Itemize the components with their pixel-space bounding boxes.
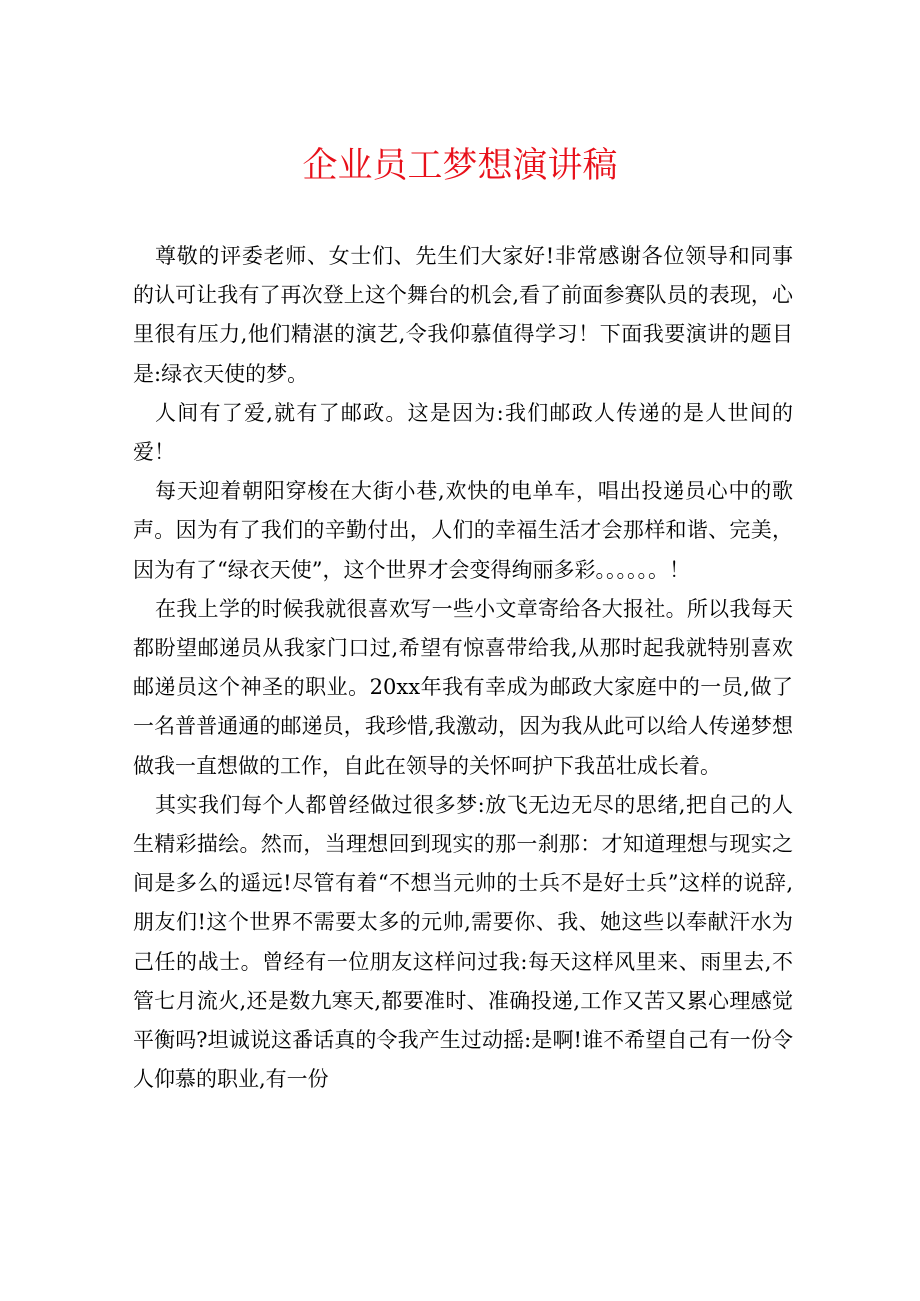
paragraph-1: 尊敬的评委老师、女士们、先生们大家好!非常感谢各位领导和同事的认可让我有了再次登上这个舞台的机会,看了前面参赛队员的表现，心里很有压力,他们精湛的演艺,令我仰慕值得学习！下面我要演讲的题目是:绿衣天使的梦。 — [133, 244, 793, 386]
paragraph-5: 其实我们每个人都曾经做过很多梦:放飞无边无尽的思绪,把自己的人生精彩描绘。然而，当理想回到现实的那一刹那：才知道理想与现实之间是多么的遥远!尽管有着“不想当元帅的士兵不是好士兵”这样的说辞,朋友们!这个世界不需要太多的元帅,需要你、我、她这些以奉献汗水为己任的战士。曾经有一位朋友这样问过我:每天这样风里来、雨里去,不管七月流火,还是数九寒天,都要准时、准确投递,工作又苦又累心理感觉平衡吗?坦诚说这番话真的令我产生过动摇:是啊!谁不希望自己有一份令人仰慕的职业,有一份 — [133, 792, 793, 1092]
paragraph-2: 人间有了爱,就有了邮政。这是因为:我们邮政人传递的是人世间的爱！ — [133, 400, 793, 465]
document-body — [133, 237, 793, 1099]
document-title: 企业员工梦想演讲稿 — [302, 146, 618, 186]
paragraph-4: 在我上学的时候我就很喜欢写一些小文章寄给各大报社。所以我每天都盼望邮递员从我家门口过,希望有惊喜带给我,从那时起我就特别喜欢邮递员这个神圣的职业。20xx年我有幸成为邮政大家庭中的一员,做了一名普普通通的邮递员，我珍惜,我激动，因为我从此可以给人传递梦想做我一直想做的工作，自此在领导的关怀呵护下我茁壮成长着。 — [133, 596, 793, 778]
paragraph-3: 每天迎着朝阳穿梭在大街小巷,欢快的电单车，唱出投递员心中的歌声。因为有了我们的辛勤付出，人们的幸福生活才会那样和谐、完美，因为有了“绿衣天使”，这个世界才会变得绚丽多彩。。。。。。！ — [133, 479, 793, 582]
